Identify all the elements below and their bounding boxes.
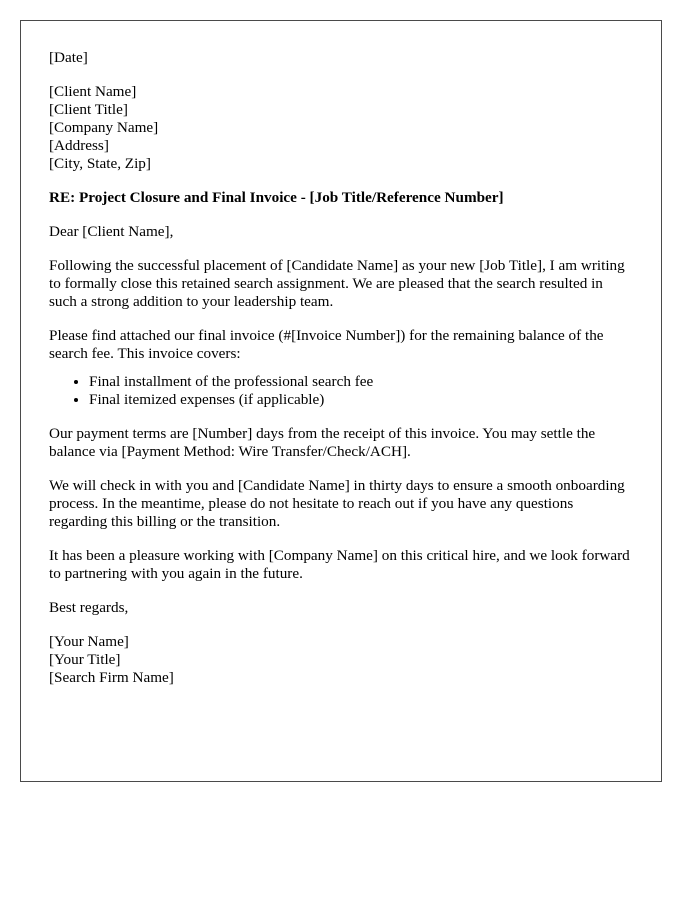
salutation: Dear [Client Name], <box>49 223 174 240</box>
recipient-name: [Client Name] <box>49 83 137 100</box>
body-paragraph-closing-remarks: It has been a pleasure working with [Company Name] on this critical hire, and we look forward to partnering with you again in the future. <box>49 547 630 582</box>
recipient-block <box>49 83 633 173</box>
list-item: • Final itemized expenses (if applicable) <box>89 391 633 409</box>
subject-line: RE: Project Closure and Final Invoice - [Job Title/Reference Number] <box>49 189 504 206</box>
letter-date: [Date] <box>49 49 88 66</box>
invoice-items-list <box>49 373 633 409</box>
body-paragraph-placement: Following the successful placement of [Candidate Name] as your new [Job Title], I am writing to formally close this retained search assignment. We are pleased that the search resulted in such a strong addition to your leadership team. <box>49 257 625 310</box>
recipient-company: [Company Name] <box>49 119 159 136</box>
recipient-address: [Address] <box>49 137 109 154</box>
signature-firm: [Search Firm Name] <box>49 669 174 686</box>
signature-title: [Your Title] <box>49 651 121 668</box>
recipient-title: [Client Title] <box>49 101 128 118</box>
body-paragraph-invoice: Please find attached our final invoice (#[Invoice Number]) for the remaining balance of the search fee. This invoice covers: <box>49 327 604 362</box>
signature-block <box>49 633 633 687</box>
letter-document <box>20 20 662 782</box>
body-paragraph-follow-up: We will check in with you and [Candidate Name] in thirty days to ensure a smooth onboarding process. In the meantime, please do not hesitate to reach out if you have any questions regarding this billing or the transition. <box>49 477 625 530</box>
closing: Best regards, <box>49 599 129 616</box>
body-paragraph-payment-terms: Our payment terms are [Number] days from the receipt of this invoice. You may settle the balance via [Payment Method: Wire Transfer/Check/ACH]. <box>49 425 596 460</box>
list-item: • Final installment of the professional search fee <box>89 373 633 391</box>
signature-name: [Your Name] <box>49 633 129 650</box>
recipient-city-state-zip: [City, State, Zip] <box>49 155 151 172</box>
